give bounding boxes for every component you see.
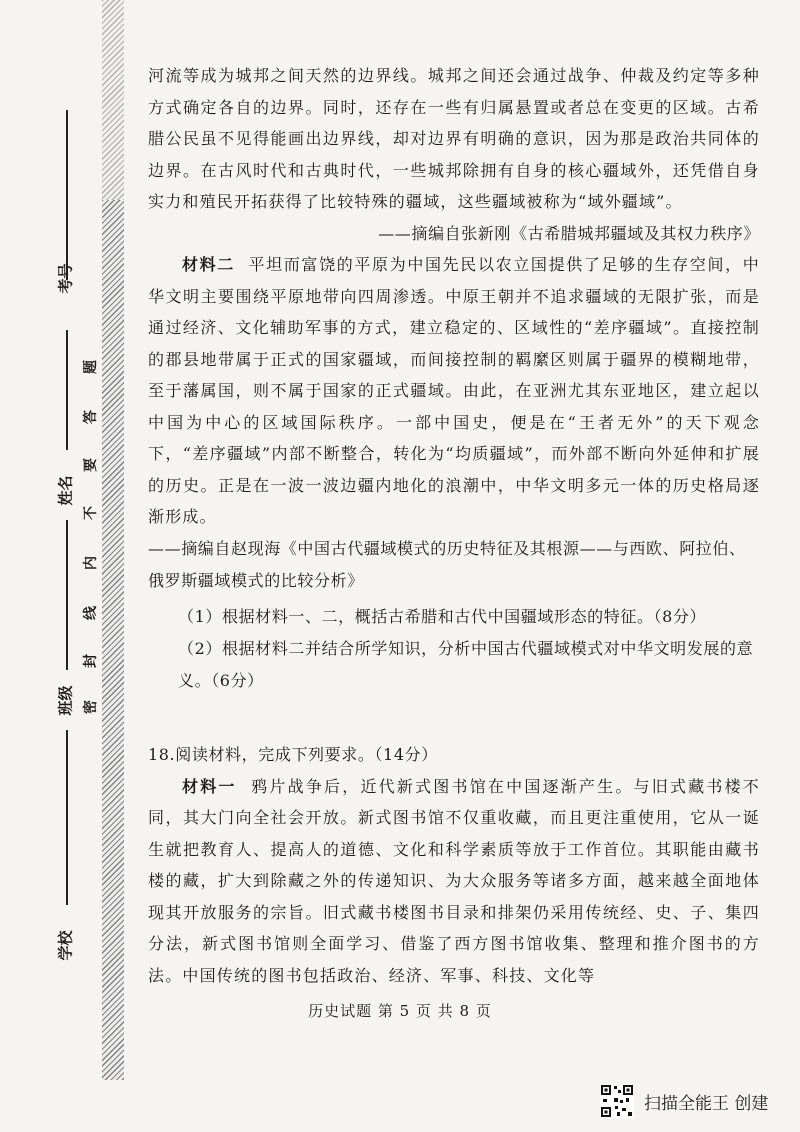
question-17-2: （2）根据材料二并结合所学知识，分析中国古代疆域模式对中华文明发展的意义。（6分） xyxy=(178,638,754,690)
material2-paragraph xyxy=(148,249,760,533)
material2-label: 材料二 xyxy=(182,255,235,274)
exam-no-label: 考号 xyxy=(56,263,75,294)
binding-margin xyxy=(0,0,140,1132)
material1-source: ——摘编自张新刚《古希腊城邦疆域及其权力秩序》 xyxy=(378,223,760,243)
seal-char: 题 xyxy=(83,360,99,374)
question-18-material1 xyxy=(148,771,760,992)
qr-code-icon xyxy=(600,1084,634,1118)
binding-hatch xyxy=(102,200,124,1080)
seal-char: 内 xyxy=(83,556,99,570)
page-footer: 历史试题 第 5 页 共 8 页 xyxy=(308,1002,492,1020)
name-line xyxy=(66,330,68,450)
exam-no-line xyxy=(66,110,68,280)
seal-char: 线 xyxy=(83,606,99,620)
exam-content xyxy=(148,60,760,991)
material1-tail-text: 河流等成为城邦之间天然的边界线。城邦之间还会通过战争、仲裁及约定等多种方式确定各自的边界。同时，还存在一些有归属悬置或者总在变更的区域。古希腊公民虽不见得能画出边界线，却对边界有明确的意识，因为那是政治共同体的边界。在古风时代和古典时代，一些城邦除拥有自身的核心疆域外，还凭借自身实力和殖民开拓获得了比较特殊的疆域，这些疆域被称为“域外疆域”。 xyxy=(148,66,760,211)
q18-material1-text: 鸦片战争后，近代新式图书馆在中国逐渐产生。与旧式藏书楼不同，其大门向全社会开放。新式图书馆不仅重收藏，而且更注重使用，它从一诞生就把教育人、提高人的道德、文化和科学素质等放于工作首位。其职能由藏书楼的藏，扩大到除藏之外的传递知识、为大众服务等诸多方面，越来越全面地体现其开放服务的宗旨。旧式藏书楼图书目录和排架仍采用传统经、史、子、集四分法，新式图书馆则全面学习、借鉴了西方图书馆收集、整理和推介图书的方法。中国传统的图书包括政治、经济、军事、科技、文化等 xyxy=(148,776,760,985)
seal-char: 答 xyxy=(83,410,99,424)
name-label: 姓名 xyxy=(56,475,75,506)
question-17-1: （1）根据材料一、二，概括古希腊和古代中国疆域形态的特征。（8分） xyxy=(178,606,707,626)
question-18-heading: 18.阅读材料，完成下列要求。（14分） xyxy=(148,744,438,764)
seal-char: 密 xyxy=(83,700,99,714)
school-label: 学校 xyxy=(56,930,75,961)
class-label: 班级 xyxy=(56,685,75,716)
material2-source: ——摘编自赵现海《中国古代疆域模式的历史特征及其根源——与西欧、阿拉伯、俄罗斯疆域模式的比较分析》 xyxy=(148,538,746,590)
binding-hatch-top xyxy=(102,0,124,200)
seal-char: 封 xyxy=(83,654,99,668)
seal-char: 要 xyxy=(83,458,99,472)
school-line xyxy=(66,730,68,905)
q18-material1-label: 材料一 xyxy=(182,776,237,796)
watermark-text: 扫描全能王 创建 xyxy=(644,1093,769,1114)
class-line xyxy=(66,520,68,670)
seal-char: 不 xyxy=(83,506,99,520)
material2-text: 平坦而富饶的平原为中国先民以农立国提供了足够的生存空间，中华文明主要围绕平原地带向四周渗透。中原王朝并不追求疆域的无限扩张，而是通过经济、文化辅助军事的方式，建立稳定的、区域性的“差序疆域”。直接控制的郡县地带属于正式的国家疆域，而间接控制的羁縻区则属于疆界的模糊地带，至于藩属国，则不属于国家的正式疆域。由此，在亚洲尤其东亚地区，建立起以中国为中心的区域国际秩序。一部中国史，便是在“王者无外”的天下观念下，“差序疆域”内部不断整合，转化为“均质疆域”，而外部不断向外延伸和扩展的历史。正是在一波一波边疆内地化的浪潮中，中华文明多元一体的历史格局逐渐形成。 xyxy=(148,255,760,526)
scanner-watermark xyxy=(600,1083,768,1119)
